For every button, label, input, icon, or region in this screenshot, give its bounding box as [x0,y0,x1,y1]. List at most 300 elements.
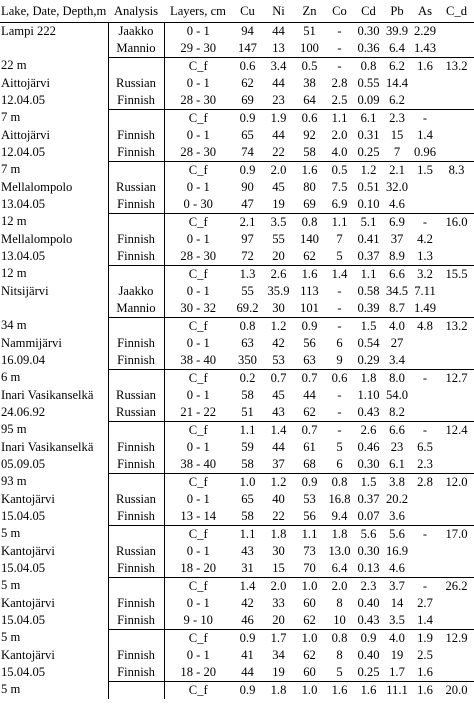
lake-name: Mellalompolo [1,232,73,246]
concentration-value: 44 [272,440,285,454]
concentration-value: 55 [241,284,254,298]
lake-date: 13.04.05 [1,249,46,263]
concentration-value [439,40,474,57]
value-cell [439,179,474,214]
concentration-value: 4.2 [417,232,433,246]
lake-date: 12.04.05 [1,93,46,107]
concentration-value: 7.5 [331,180,348,194]
layer-value: 0 - 1 [186,180,210,194]
cf-value [325,370,354,388]
cf-label-cell [164,370,232,388]
value-cell [263,75,294,110]
value-cell [263,595,294,630]
cf-value [325,578,354,596]
cf-value-text: 1.0 [301,683,318,697]
concentration-value: 1.3 [417,249,433,263]
value-cell [325,595,354,630]
concentration-value: 4.0 [331,145,348,159]
concentration-value: 4.6 [389,561,405,575]
cf-value-text: 0.5 [301,59,318,73]
value-cell [439,595,474,630]
analysis-label: Finnish [117,440,155,454]
cf-value [232,578,263,596]
layer-value: 38 - 40 [180,353,217,367]
cf-value-text: 2.6 [270,267,287,281]
concentration-value: 33 [272,596,285,610]
analysis-cell [108,127,164,162]
value-cell [383,491,411,526]
lake-block-values-row [0,75,474,110]
cf-value [383,162,411,180]
concentration-value: 41 [241,648,254,662]
value-cell [325,647,354,682]
cf-value-text: 2.0 [331,579,348,593]
cf-value-text: 1.9 [270,111,287,125]
value-cell [411,439,439,474]
analysis-label: Finnish [117,93,155,107]
concentration-value: 27 [390,336,404,350]
concentration-value: - [337,41,342,55]
cf-value [383,58,411,76]
value-cell [439,283,474,318]
concentration-value: 44 [272,24,285,38]
analysis-label: Mannio [116,301,156,315]
analysis-cell [108,335,164,370]
concentration-value: 0.43 [357,405,380,419]
layer-cell [164,491,232,526]
concentration-value: 8.2 [389,405,405,419]
layer-value: 0 - 1 [186,648,210,662]
concentration-value: 47 [241,197,254,211]
concentration-value: 1.43 [413,41,437,55]
lake-name: Inari Vasikanselkä [1,440,94,454]
cf-value [383,370,411,388]
value-cell [383,23,411,58]
analysis-label: Finnish [117,509,155,523]
value-cell [411,335,439,370]
layer-value: 0 - 1 [186,232,210,246]
cf-value [263,526,294,544]
value-cell [232,231,263,266]
concentration-value: 61 [303,440,316,454]
concentration-value: 6 [336,336,343,350]
header-pb: Pb [383,0,411,23]
concentration-value: 68 [303,457,316,471]
concentration-value [411,179,439,196]
concentration-value: - [337,301,342,315]
value-cell [263,23,294,58]
value-cell [354,75,383,110]
cf-value-text: 0.8 [331,631,348,645]
concentration-value: 3.5 [389,613,405,627]
cf-value-text: 0.8 [239,319,256,333]
concentration-value [439,352,474,369]
concentration-value: 8.9 [389,249,405,263]
concentration-value: 6.2 [389,93,405,107]
lake-depth: 12 m [1,214,27,228]
cf-value [263,422,294,440]
concentration-value: 32.0 [385,180,409,194]
concentration-value: 0.51 [357,180,380,194]
concentration-value: 37 [390,232,404,246]
value-cell [439,75,474,110]
cf-value [354,526,383,544]
lake-block-values-row [0,23,474,58]
cf-value-text: 1.6 [360,683,377,697]
cf-value [411,214,439,232]
concentration-value: 9 [336,353,343,367]
analysis-label: Finnish [117,128,155,142]
lake-depth: 12 m [1,266,27,280]
value-cell [383,231,411,266]
lake-date: 15.04.05 [1,509,46,523]
concentration-value: 2.8 [331,76,348,90]
concentration-value: 140 [300,232,319,246]
value-cell [383,595,411,630]
analysis-blank-cell [108,58,164,76]
value-cell [232,491,263,526]
concentration-value: 60 [303,665,316,679]
cf-value-text: 6.2 [389,59,405,73]
cf-label: C_f [188,527,208,541]
layer-value: 30 - 32 [180,301,217,315]
cf-value-text: 3.8 [389,475,405,489]
cf-value-text: 1.1 [239,527,256,541]
concentration-value: 8 [336,596,343,610]
cf-value-text: - [422,423,428,437]
cf-value [325,58,354,76]
concentration-value: 90 [241,180,254,194]
lake-info-cell [0,283,108,335]
concentration-value [411,75,439,92]
value-cell [325,127,354,162]
cf-value [263,214,294,232]
concentration-value [439,404,474,421]
cf-value-text: 1.5 [417,163,433,177]
concentration-value: 64 [303,93,316,107]
cf-value-text: 2.3 [389,111,405,125]
concentration-value: 73 [303,544,316,558]
cd-degree-text: 26.2 [445,579,468,593]
analysis-label: Finnish [117,665,155,679]
concentration-value: 14 [390,596,404,610]
concentration-value [439,283,474,300]
concentration-value: 1.6 [417,665,433,679]
lake-depth: 7 m [1,162,21,176]
cf-value-text: 3.2 [417,267,433,281]
cd-degree-value [439,578,474,596]
cf-label-cell [164,630,232,648]
layer-value: 0 - 30 [183,197,213,211]
cf-value [411,110,439,128]
analysis-label: Finnish [117,232,155,246]
concentration-value [439,491,474,508]
value-cell [383,387,411,422]
concentration-value [411,543,439,560]
cf-value-text: 6.9 [389,215,405,229]
analysis-blank-cell [108,682,164,700]
concentration-value: 14.4 [385,76,409,90]
cf-label: C_f [188,163,208,177]
concentration-value: 4.6 [389,197,405,211]
concentration-value [439,335,474,352]
cf-value-text: 4.8 [417,319,433,333]
concentration-value: 13 [272,41,285,55]
concentration-value [439,75,474,92]
value-cell [411,543,439,578]
value-cell [354,595,383,630]
concentration-value: 5 [336,249,343,263]
cf-value [325,422,354,440]
cf-value [232,318,263,336]
cf-value [263,110,294,128]
concentration-value: 56 [303,336,316,350]
layer-cell [164,283,232,318]
concentration-value: 5 [336,440,343,454]
value-cell [354,387,383,422]
value-cell [232,647,263,682]
cd-degree-value [439,110,474,128]
lake-info-cell [0,23,108,76]
cf-value [383,110,411,128]
layer-value: 38 - 40 [180,457,217,471]
cf-value-text: 1.0 [301,631,318,645]
value-cell [411,127,439,162]
lake-info-cell [0,647,108,699]
concentration-value: 58 [303,145,316,159]
cd-degree-value [439,318,474,336]
value-cell [354,283,383,318]
concentration-value: 2.0 [331,128,348,142]
value-cell [232,179,263,214]
analysis-label: Finnish [117,648,155,662]
layer-cell [164,647,232,682]
concentration-value: 51 [303,24,316,38]
cf-value [294,162,325,180]
concentration-value: 34.5 [385,284,409,298]
concentration-value: 62 [241,76,254,90]
concentration-value: 42 [272,336,285,350]
concentration-value: 70 [303,561,316,575]
cf-value [325,110,354,128]
concentration-value: 100 [300,41,319,55]
lake-block-values-row [0,647,474,682]
concentration-value: 80 [303,180,316,194]
lake-date: 13.04.05 [1,197,46,211]
layer-value: 0 - 1 [186,76,210,90]
concentration-value: 43 [241,544,254,558]
analysis-label: Russian [116,405,156,419]
concentration-value [439,231,474,248]
cf-label-cell [164,422,232,440]
layer-value: 29 - 30 [180,41,217,55]
lake-info-cell [0,75,108,127]
value-cell [294,231,325,266]
value-cell [294,491,325,526]
cf-value [263,58,294,76]
concentration-value: 0.30 [357,457,380,471]
cf-value [411,526,439,544]
concentration-value: 9.4 [331,509,348,523]
value-cell [325,387,354,422]
concentration-value: 0.36 [357,41,380,55]
concentration-value [439,23,474,40]
cf-value [354,370,383,388]
cf-value [411,422,439,440]
value-cell [232,439,263,474]
value-cell [439,543,474,578]
analysis-cell [108,387,164,422]
cf-value-text: 1.6 [301,163,318,177]
analysis-blank-cell [108,474,164,492]
cf-value-text: 0.8 [360,59,377,73]
value-cell [383,75,411,110]
concentration-value [411,92,439,109]
analysis-label: Finnish [117,613,155,627]
lake-name: Kantojärvi [1,648,55,662]
analysis-label: Russian [116,492,156,506]
cf-value-text: 0.9 [239,111,256,125]
value-cell [263,231,294,266]
concentration-value: - [337,388,342,402]
cf-value-text: 1.6 [331,683,348,697]
cf-value [263,370,294,388]
cd-degree-text: 12.4 [445,423,468,437]
concentration-value: 0.46 [357,440,380,454]
cf-value [383,630,411,648]
lake-block-values-row [0,595,474,630]
cf-label-cell [164,162,232,180]
cf-value-text: 0.9 [301,475,318,489]
value-cell [354,439,383,474]
layer-cell [164,179,232,214]
cf-value-text: 0.9 [360,631,377,645]
concentration-value: 45 [272,388,285,402]
concentration-value: 69.2 [236,301,259,315]
cf-value [354,318,383,336]
cf-value-text: - [422,371,428,385]
cf-value-text: 0.9 [239,683,256,697]
concentration-value: 0.55 [357,76,380,90]
cf-value [232,162,263,180]
cf-value-text: 1.1 [331,215,348,229]
value-cell [294,595,325,630]
cf-value-text: - [422,579,428,593]
cf-value [354,110,383,128]
concentration-value: 2.3 [417,457,433,471]
lake-info-cell [0,595,108,647]
value-cell [294,335,325,370]
concentration-value: 5 [336,665,343,679]
lake-block-values-row [0,283,474,318]
concentration-value: 1.4 [417,613,433,627]
cf-value-text: 0.8 [331,475,348,489]
analysis-label: Finnish [117,249,155,263]
layer-cell [164,23,232,58]
analysis-cell [108,491,164,526]
cf-value [294,630,325,648]
value-cell [263,127,294,162]
concentration-value: 0.07 [357,509,380,523]
analysis-label: Jaakko [118,284,154,298]
concentration-value: 0.41 [357,232,380,246]
concentration-value [439,92,474,109]
cf-value-text: 6.1 [360,111,377,125]
concentration-value: 30 [272,301,285,315]
value-cell [232,387,263,422]
concentration-value: 101 [300,301,319,315]
layer-cell [164,335,232,370]
concentration-value: 0.30 [357,24,380,38]
analysis-label: Russian [116,76,156,90]
cd-degree-text: 17.0 [445,527,468,541]
concentration-value: 23 [390,440,404,454]
concentration-value: 2.7 [417,596,433,610]
concentration-value: 0.37 [357,249,380,263]
concentration-value [439,560,474,577]
value-cell [325,23,354,58]
cf-value [232,110,263,128]
value-cell [232,543,263,578]
concentration-value: 54.0 [385,388,409,402]
cf-value [263,682,294,700]
concentration-value: 0.13 [357,561,380,575]
cf-value [383,682,411,700]
concentration-value: 7 [336,232,343,246]
cf-value [294,474,325,492]
concentration-value: 7.11 [414,284,436,298]
lake-depth: 6 m [1,370,21,384]
layer-cell [164,387,232,422]
analysis-label: Russian [116,544,156,558]
value-cell [232,127,263,162]
analysis-cell [108,23,164,58]
concentration-value: 46 [241,613,254,627]
cf-value-text: 4.0 [389,319,405,333]
analysis-blank-cell [108,266,164,284]
concentration-value: 147 [238,41,257,55]
value-cell [232,75,263,110]
cf-value-text: 0.9 [239,163,256,177]
cf-value [354,630,383,648]
value-cell [383,439,411,474]
analysis-cell [108,231,164,266]
cd-degree-value [439,58,474,76]
analysis-blank-cell [108,630,164,648]
concentration-value: 20.2 [385,492,409,506]
cd-degree-text: 16.0 [445,215,468,229]
value-cell [383,283,411,318]
concentration-value: 6 [336,457,343,471]
lake-block-values-row [0,179,474,214]
cf-value-text: - [422,215,428,229]
concentration-value [439,612,474,629]
cf-value [325,630,354,648]
lake-date: 24.06.92 [1,405,46,419]
concentration-value: - [337,284,342,298]
layer-value: 28 - 30 [180,93,217,107]
concentration-value: 74 [241,145,254,159]
lake-date: 05.09.05 [1,457,46,471]
cf-value-text: 1.8 [360,371,377,385]
cf-value-text: 0.7 [270,371,287,385]
cf-value-text: 1.5 [360,319,377,333]
cf-value [354,422,383,440]
cf-value [411,370,439,388]
cd-degree-text [439,110,474,127]
concentration-value [439,439,474,456]
cf-label: C_f [188,59,208,73]
